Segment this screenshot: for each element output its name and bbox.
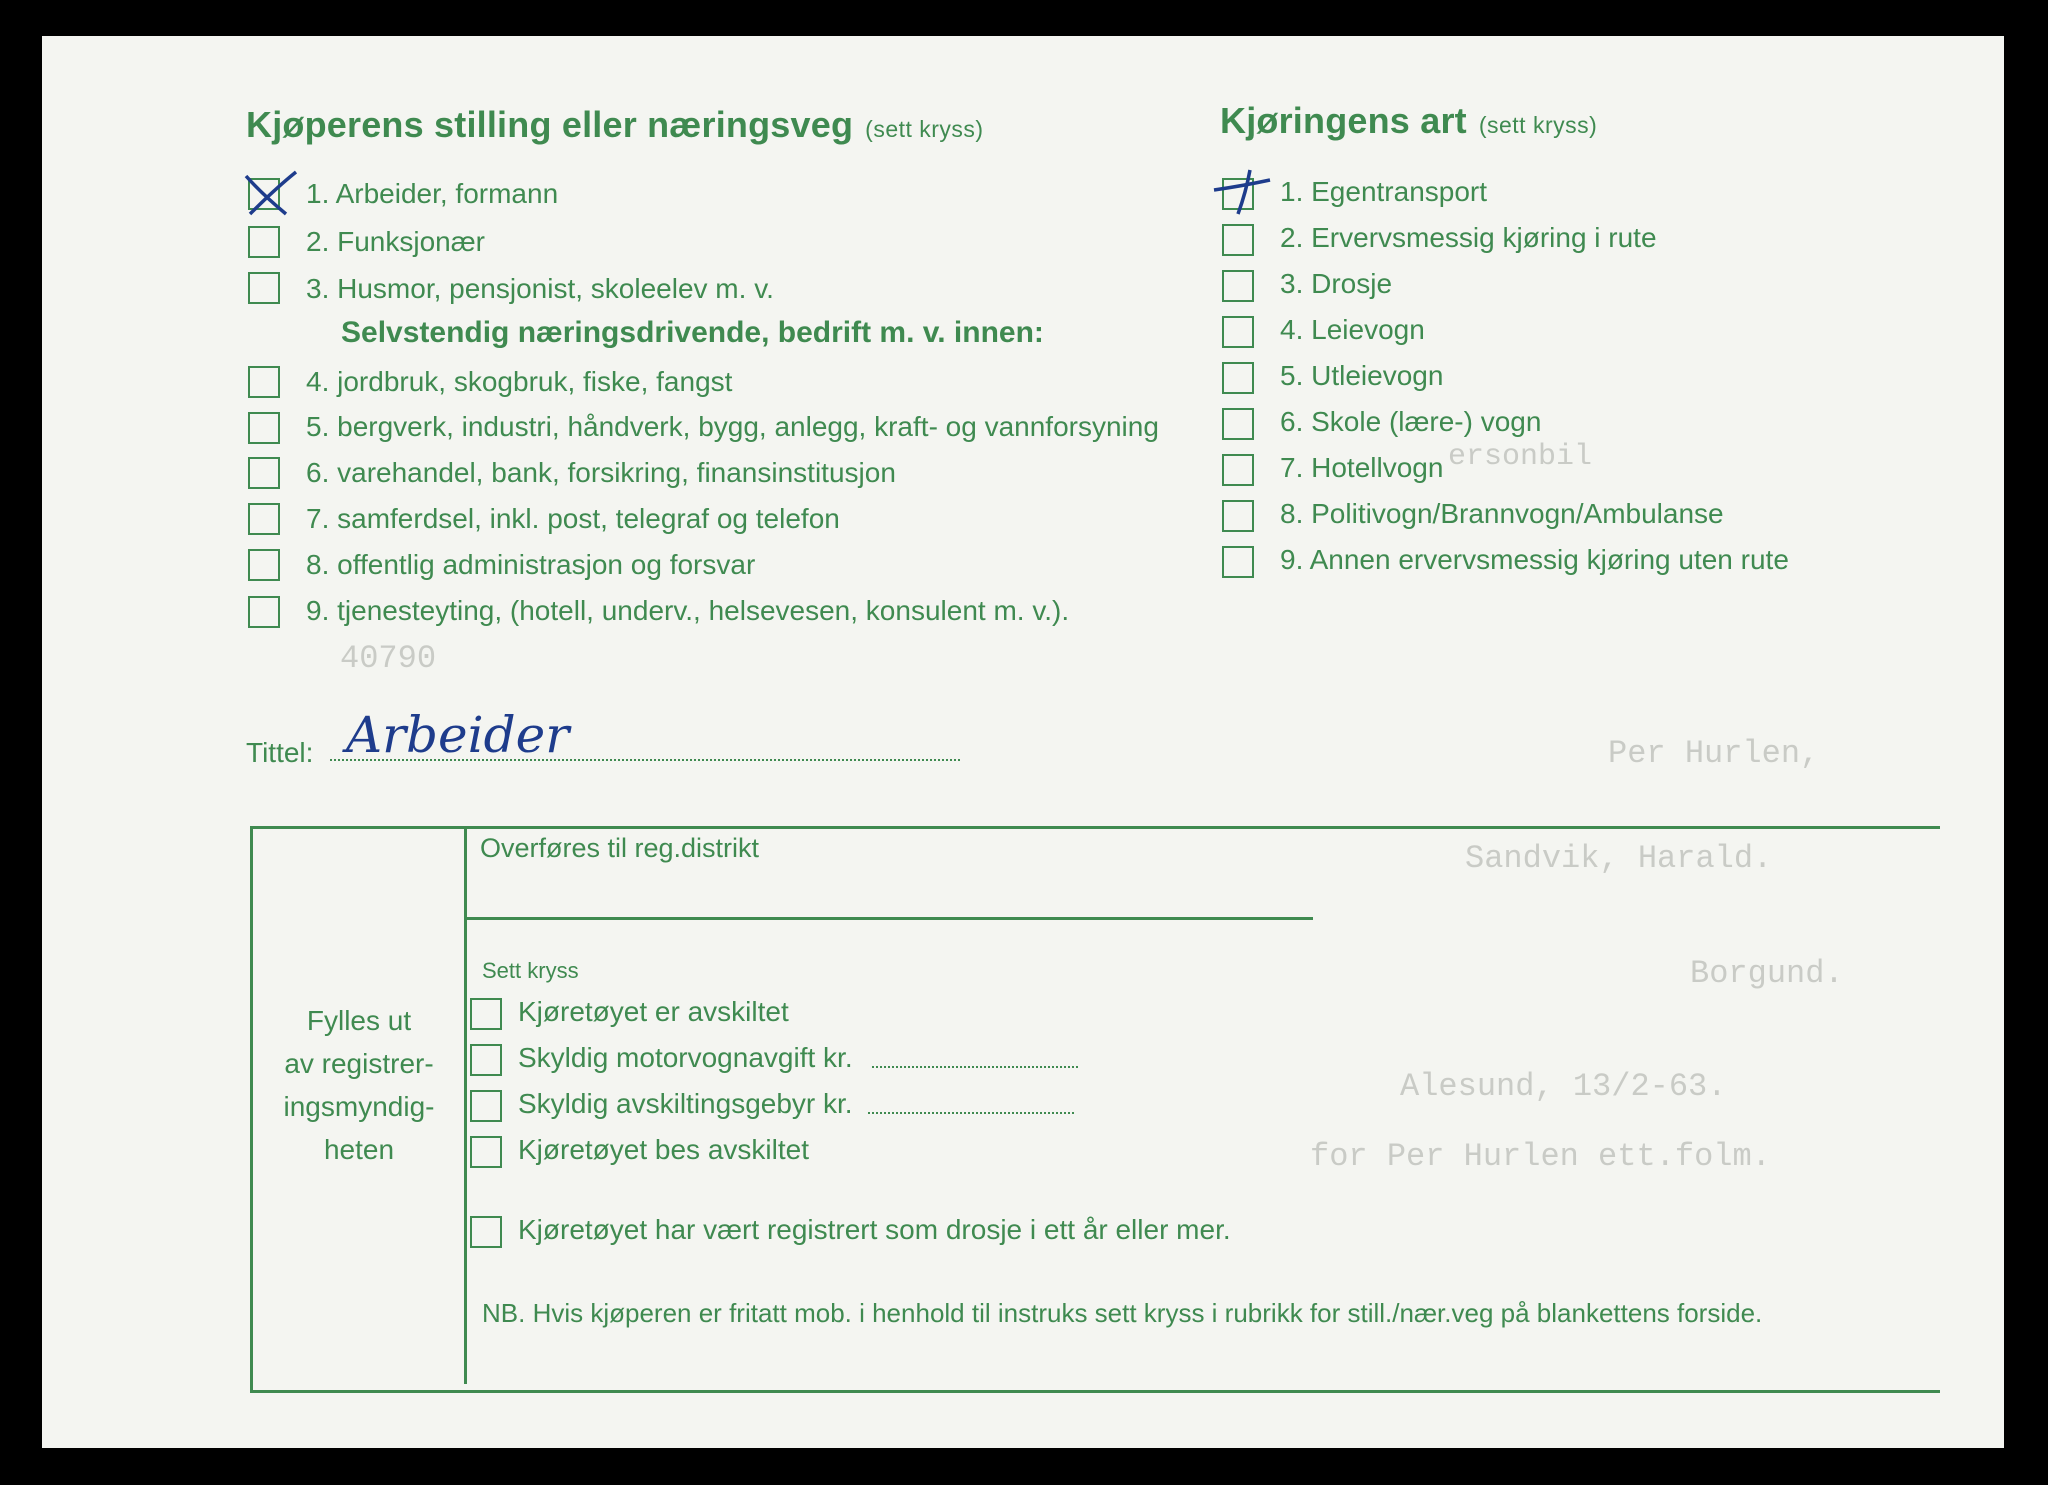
transfer-label: Overføres til reg.distrikt bbox=[480, 833, 760, 863]
right-item-8: 8. Politivogn/Brannvogn/Ambulanse bbox=[1280, 498, 1724, 529]
avskiltingsgebyr-amount-field[interactable] bbox=[868, 1112, 1074, 1114]
self-employed-subheading: Selvstendig næringsdrivende, bedrift m. v. innen: bbox=[341, 316, 1044, 349]
right-heading: Kjøringens art (sett kryss) bbox=[1220, 100, 1598, 141]
right-item-7: 7. Hotellvogn bbox=[1280, 452, 1444, 483]
right-checkbox-7[interactable] bbox=[1222, 454, 1254, 486]
right-checkbox-8[interactable] bbox=[1222, 500, 1254, 532]
left-item-2: 2. Funksjonær bbox=[306, 226, 485, 257]
right-item-1: 1. Egentransport bbox=[1280, 176, 1488, 207]
left-item-5: 5. bergverk, industri, håndverk, bygg, anlegg, kraft- og vannforsyning bbox=[306, 411, 1159, 442]
left-item-1: 1. Arbeider, formann bbox=[306, 178, 559, 209]
right-item-4: 4. Leievogn bbox=[1280, 314, 1425, 345]
bleed-text-5: Alesund, 13/2-63. bbox=[1400, 1068, 1727, 1105]
left-checkbox-6[interactable] bbox=[248, 457, 280, 489]
registry-checkbox-1[interactable] bbox=[470, 998, 502, 1030]
bleed-text-4: Borgund. bbox=[1690, 955, 1844, 992]
motorvognavgift-amount-field[interactable] bbox=[872, 1066, 1078, 1068]
left-heading: Kjøperens stilling eller næringsveg (sett kryss) bbox=[246, 104, 984, 145]
left-checkbox-7[interactable] bbox=[248, 503, 280, 535]
cross-mark-icon bbox=[1208, 166, 1274, 218]
registry-checkbox-2[interactable] bbox=[470, 1044, 502, 1076]
left-checkbox-8[interactable] bbox=[248, 549, 280, 581]
registry-side-label: Fylles ut av registrer- ingsmyndig- heten bbox=[283, 1005, 435, 1165]
registry-checkbox-3[interactable] bbox=[470, 1090, 502, 1122]
right-checkbox-2[interactable] bbox=[1222, 224, 1254, 256]
box-top-border bbox=[250, 826, 1940, 829]
box-divider bbox=[464, 826, 467, 1384]
right-item-5: 5. Utleievogn bbox=[1280, 360, 1444, 391]
right-item-2: 2. Ervervsmessig kjøring i rute bbox=[1280, 222, 1657, 253]
box-bottom-border bbox=[250, 1390, 1940, 1393]
check-avskiltet: Kjøretøyet er avskiltet bbox=[518, 996, 789, 1027]
box-left-border bbox=[250, 826, 253, 1393]
title-label: Tittel: bbox=[246, 737, 314, 768]
right-checkbox-6[interactable] bbox=[1222, 408, 1254, 440]
right-checkbox-5[interactable] bbox=[1222, 362, 1254, 394]
check-bes-avskiltet: Kjøretøyet bes avskiltet bbox=[518, 1134, 809, 1165]
left-item-6: 6. varehandel, bank, forsikring, finansinstitusjon bbox=[306, 457, 896, 488]
bleed-text-6: for Per Hurlen ett.folm. bbox=[1310, 1138, 1771, 1175]
left-checkbox-4[interactable] bbox=[248, 366, 280, 398]
left-checkbox-2[interactable] bbox=[248, 226, 280, 258]
sett-kryss-label: Sett kryss bbox=[482, 958, 579, 983]
right-checkbox-3[interactable] bbox=[1222, 270, 1254, 302]
bleed-text-2: Per Hurlen, bbox=[1608, 735, 1820, 772]
right-item-9: 9. Annen ervervsmessig kjøring uten rute bbox=[1280, 544, 1789, 575]
transfer-underline bbox=[467, 917, 1313, 920]
right-item-3: 3. Drosje bbox=[1280, 268, 1393, 299]
check-avskiltingsgebyr: Skyldig avskiltingsgebyr kr. bbox=[518, 1088, 853, 1119]
bleed-text-3: Sandvik, Harald. bbox=[1465, 840, 1773, 877]
right-item-6: 6. Skole (lære-) vogn bbox=[1280, 406, 1542, 437]
title-handwritten-value: Arbeider bbox=[346, 706, 570, 764]
left-item-7: 7. samferdsel, inkl. post, telegraf og telefon bbox=[306, 503, 840, 534]
bleed-text-1: ersonbil bbox=[1448, 440, 1593, 474]
left-item-9: 9. tjenesteyting, (hotell, underv., helsevesen, konsulent m. v.). bbox=[306, 595, 1070, 626]
left-item-4: 4. jordbruk, skogbruk, fiske, fangst bbox=[306, 366, 733, 397]
left-checkbox-9[interactable] bbox=[248, 596, 280, 628]
registry-checkbox-5[interactable] bbox=[470, 1216, 502, 1248]
cross-mark-icon bbox=[240, 168, 302, 220]
left-item-8: 8. offentlig administrasjon og forsvar bbox=[306, 549, 756, 580]
check-motorvognavgift: Skyldig motorvognavgift kr. bbox=[518, 1042, 853, 1073]
left-checkbox-5[interactable] bbox=[248, 412, 280, 444]
left-checkbox-3[interactable] bbox=[248, 272, 280, 304]
bleed-number: 40790 bbox=[340, 640, 437, 677]
right-checkbox-4[interactable] bbox=[1222, 316, 1254, 348]
left-item-3: 3. Husmor, pensjonist, skoleelev m. v. bbox=[306, 273, 774, 304]
check-drosje: Kjøretøyet har vært registrert som drosje i ett år eller mer. bbox=[518, 1214, 1231, 1245]
nb-note: NB. Hvis kjøperen er fritatt mob. i henhold til instruks sett kryss i rubrikk for still./nær.veg på blankettens forside. bbox=[482, 1298, 1763, 1328]
right-checkbox-9[interactable] bbox=[1222, 546, 1254, 578]
registry-checkbox-4[interactable] bbox=[470, 1136, 502, 1168]
